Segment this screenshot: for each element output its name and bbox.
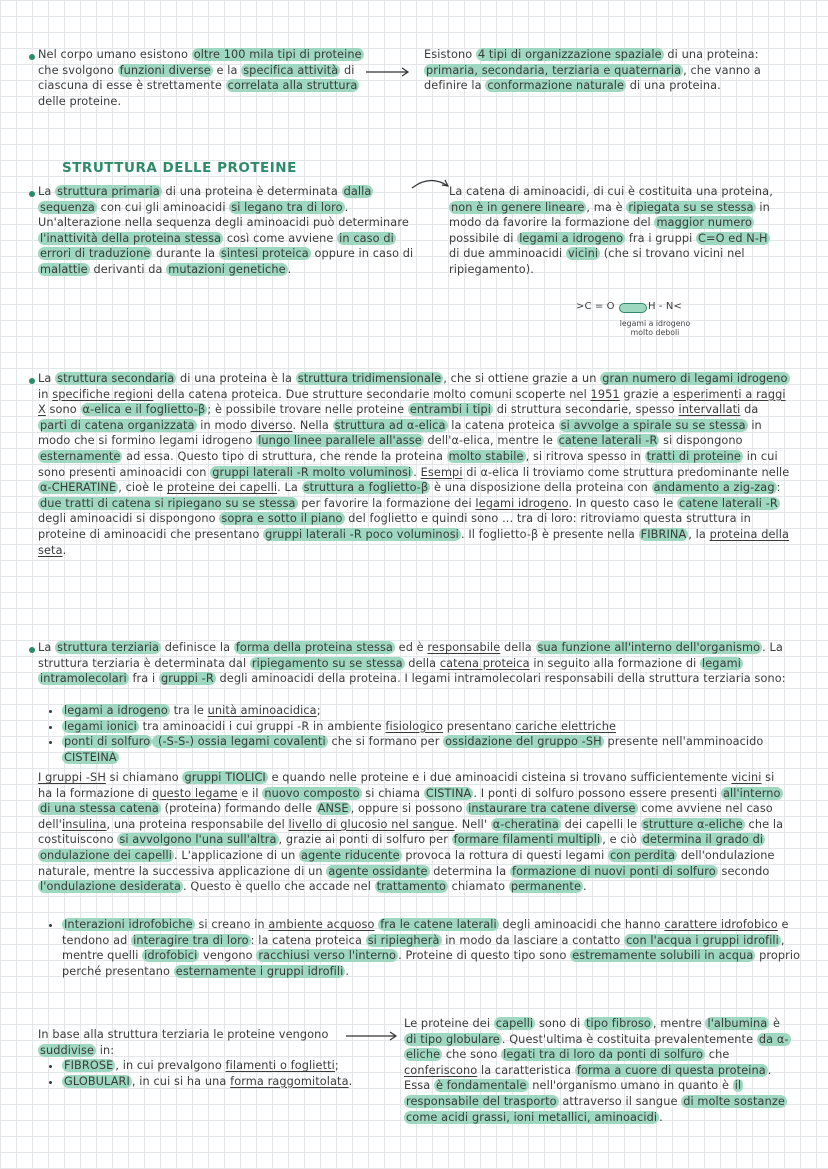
highlighted-text: racchiusi verso l'interno (258, 949, 397, 963)
text-segment: sono di (535, 1017, 585, 1030)
text-segment: . (583, 880, 587, 894)
text-segment: . I ponti di solfuro possono essere presenti (473, 786, 721, 800)
text-segment: Nel corpo umano esistono (38, 48, 192, 61)
highlighted-text: α-cheratina (492, 817, 559, 831)
text-segment: di una proteina: (663, 48, 759, 61)
highlighted-text: maggior numero (656, 216, 752, 230)
diagram-label: legami a idrogeno molto deboli (619, 319, 691, 337)
highlighted-text: gran numero di legami idrogeno (602, 372, 788, 385)
highlighted-text: vicini (568, 247, 599, 261)
text-segment: presentano (443, 719, 516, 733)
highlighted-text: catene laterali -R (679, 496, 778, 510)
highlighted-text: agente ossidante (328, 864, 428, 878)
text-segment: ; (334, 1059, 339, 1072)
highlighted-text: forma della proteina stessa (235, 641, 393, 654)
text-segment: di una proteina è la (176, 372, 296, 385)
highlighted-text: Interazioni idrofobiche (64, 918, 193, 931)
bullet-dot (29, 647, 35, 653)
list-item (62, 703, 814, 719)
text-segment: fra i (128, 672, 159, 686)
text-segment: . In questo caso le (568, 496, 678, 510)
underlined-text: unità aminoacidica (207, 704, 317, 717)
highlighted-text: legami intramolecolari (40, 656, 741, 686)
text-segment: ; è possibile trovare nelle proteine (207, 403, 408, 417)
text-segment: possibile di (449, 231, 518, 245)
text-segment: . La struttura terziaria è determinata dal (38, 641, 783, 670)
highlighted-text: in caso di errori di traduzione (40, 231, 394, 261)
highlighted-text: FIBRINA (640, 527, 687, 541)
terziaria-paragraph (38, 640, 790, 687)
highlighted-text: con perdita (610, 848, 676, 862)
idrofobiche-list (38, 917, 814, 979)
primaria-paragraph (38, 184, 426, 278)
text-segment: così come avviene (223, 231, 338, 245)
text-segment: di una proteina è determinata (161, 185, 342, 198)
highlighted-text: andamento a zig-zag (653, 481, 775, 495)
bullet-dot (29, 191, 35, 197)
text-segment: secondo (717, 864, 770, 878)
text-segment: di struttura secondarie, spesso (493, 403, 679, 417)
text-segment: la caratteristica (477, 1063, 575, 1077)
highlighted-text: all'interno di una stessa catena (40, 786, 781, 816)
list-item (62, 1058, 362, 1074)
text-segment: . (287, 262, 292, 276)
text-segment: si chiamano (105, 771, 183, 784)
highlighted-text: si avvolgono l'una sull'altra (119, 833, 277, 847)
text-segment: , mentre quelli (62, 933, 785, 963)
text-segment: e il (237, 786, 263, 800)
text-segment: . Proteine di questo tipo sono (398, 949, 571, 963)
underlined-text: carattere idrofobico (664, 918, 778, 931)
highlighted-text: (-S-S-) ossia legami covalenti (154, 735, 326, 749)
text-segment: , e ciò (602, 833, 641, 847)
underlined-text: livello di glucosio nel sangue (288, 817, 455, 831)
text-segment: la catena proteica (447, 418, 559, 432)
text-segment: : (776, 481, 781, 495)
list-item (62, 719, 814, 735)
highlighted-text: esternamente i gruppi idrofili (175, 964, 344, 978)
text-segment: , che si ottiene grazie a un (443, 372, 601, 385)
highlighted-text: fra le catene laterali (380, 918, 497, 931)
highlighted-text: tratti di proteine (646, 449, 741, 463)
highlighted-text: due tratti di catena si ripiegano su se stessa (40, 496, 296, 510)
underlined-text: esperimenti a raggi X (38, 387, 786, 417)
text-segment: degli aminoacidi si dispongono (38, 512, 220, 526)
text-segment: che la costituiscono (38, 817, 784, 847)
arrow-right-icon (346, 1030, 400, 1042)
text-segment: in modo (196, 418, 251, 432)
text-segment: si chiama (361, 786, 424, 800)
highlighted-text: esternamente (40, 449, 121, 463)
text-segment: La (38, 641, 56, 654)
text-segment: ad essa. Questo tipo di struttura, che rende la proteina (122, 449, 447, 463)
text-segment: con cui gli aminoacidi (96, 200, 230, 214)
highlighted-text: formazione di nuovi ponti di solfuro (512, 864, 716, 878)
text-segment: . Essa (404, 1063, 772, 1093)
text-segment: derivanti da (89, 262, 167, 276)
hydrogen-bond-diagram (576, 297, 706, 347)
text-segment: in seguito alla formazione di (529, 656, 701, 670)
highlighted-text: sua funzione all'interno dell'organismo (537, 641, 761, 654)
text-segment: ed è (394, 641, 428, 654)
text-segment: , in cui prevalgono (115, 1059, 226, 1072)
highlighted-text: C=O ed N-H (698, 231, 768, 245)
intro-left-paragraph (38, 47, 368, 109)
highlighted-text: formare filamenti multipli (453, 833, 601, 847)
highlighted-text: è fondamentale (435, 1079, 527, 1093)
highlighted-text: forma a cuore di questa proteina (576, 1063, 766, 1077)
text-segment: come avviene nel caso dell' (38, 802, 773, 831)
highlighted-text: gruppi laterali -R poco voluminosi (265, 527, 459, 541)
text-segment: grazie a (619, 387, 674, 401)
text-segment: La (38, 372, 56, 385)
text-segment: . Quest'ultima è costituita prevalentemente (501, 1032, 757, 1046)
section-title: STRUTTURA DELLE PROTEINE (62, 160, 297, 176)
highlighted-text: struttura tridimensionale (297, 372, 442, 385)
text-segment: in cui sono presenti aminoacidi con (38, 449, 778, 479)
highlighted-text: nuovo composto (264, 786, 360, 800)
text-segment: sono (45, 403, 81, 417)
highlighted-text: gruppi laterali -R molto voluminosi (212, 465, 412, 479)
suddivise-list (38, 1058, 362, 1089)
highlighted-text: il responsabile del trasporto (406, 1079, 742, 1108)
text-segment: da (740, 403, 759, 417)
text-segment: . (413, 465, 421, 479)
underlined-text: Esempi (420, 465, 463, 479)
highlighted-text: si avvolge a spirale su se stessa (560, 418, 746, 432)
underlined-text: specifiche regioni (52, 387, 154, 401)
highlighted-text: malattie (40, 262, 88, 276)
highlighted-text: CISTINA (425, 786, 472, 800)
text-segment: , che vanno a definire la (424, 63, 761, 93)
text-segment: . Nella (292, 418, 333, 432)
hydrogen-bond-link (619, 303, 647, 313)
text-segment: del foglietto e quindi sono ... tra di loro: ritroviamo questa struttura in proteine di aminoacidi che presentano (38, 512, 751, 541)
formula-right: H - N< (648, 301, 682, 312)
text-segment: dei capelli le (560, 817, 641, 831)
text-segment: si ha la formazione di (38, 771, 775, 800)
highlighted-text: 4 tipi di organizzazione spaziale (477, 48, 662, 61)
text-segment: dell'ondulazione naturale, mentre la successiva applicazione di un (38, 848, 775, 878)
highlighted-text: ANSE (317, 802, 349, 816)
highlighted-text: mutazioni genetiche (168, 262, 286, 276)
text-segment: , mentre (652, 1017, 706, 1030)
highlighted-text: struttura a foglietto-β (303, 481, 429, 495)
text-segment: La (38, 185, 56, 198)
text-segment: di ciascuna di esse è strettamente (38, 63, 355, 93)
highlighted-text: suddivise (40, 1043, 95, 1057)
text-segment: della (404, 656, 440, 670)
text-segment: definisce la (161, 641, 234, 654)
intro-right-paragraph (424, 47, 789, 94)
catena-paragraph (449, 184, 779, 278)
highlighted-text: da α-eliche (406, 1032, 789, 1062)
highlighted-text: CISTEINA (64, 750, 117, 764)
highlighted-text: sopra e sotto il piano (221, 512, 343, 526)
highlighted-text: correlata alla struttura (227, 79, 358, 93)
highlighted-text: con l'acqua i gruppi idrofili (626, 933, 779, 947)
highlighted-text: struttura primaria (57, 185, 160, 198)
highlighted-text: estremamente solubili in acqua (572, 949, 754, 963)
underlined-text: filamenti o foglietti (225, 1059, 335, 1072)
highlighted-text: dalla sequenza (40, 185, 372, 214)
highlighted-text: gruppi TIOLICI (184, 771, 266, 784)
text-segment: presente nell'amminoacido (603, 735, 764, 749)
text-segment: è (769, 1017, 781, 1030)
text-segment: . Nell' (454, 817, 491, 831)
text-segment: . (62, 543, 67, 557)
text-segment: si creano in (194, 918, 269, 931)
text-segment: è una disposizione della proteina con (430, 481, 652, 495)
text-segment: Esistono (424, 48, 476, 61)
underlined-text: 1951 (590, 387, 620, 401)
highlighted-text: l'inattività della proteina stessa (40, 231, 222, 245)
highlighted-text: α-elica e il foglietto-β (82, 403, 206, 417)
highlighted-text: interagire tra di loro (133, 933, 249, 947)
highlighted-text: legati tra di loro da ponti di solfuro (503, 1048, 704, 1062)
text-segment: tra aminoacidi i cui gruppi -R in ambiente (138, 719, 386, 733)
highlighted-text: oltre 100 mila tipi di proteine (193, 48, 362, 61)
text-segment: . (659, 1110, 663, 1124)
legami-list (38, 703, 814, 765)
highlighted-text: molto stabile (448, 449, 524, 463)
highlighted-text: l'albumina (707, 1017, 768, 1030)
text-segment: . Il foglietto-β è presente nella (460, 527, 639, 541)
highlighted-text: specifica attività (243, 63, 339, 77)
text-segment: . La (277, 481, 302, 495)
highlighted-text: si ripiegherà (367, 933, 440, 947)
highlighted-text: ripiegamento su se stessa (251, 656, 403, 670)
text-segment: nell'organismo umano in quanto è (528, 1079, 733, 1093)
highlighted-text: entrambi i tipi (409, 403, 491, 417)
text-segment: proprio perché presentano (62, 949, 801, 978)
highlighted-text: primaria, secondaria, terziaria e quaternaria (426, 63, 682, 77)
text-segment: , grazie ai ponti di solfuro per (278, 833, 452, 847)
text-segment: . (348, 1074, 353, 1088)
highlighted-text: agente riducente (301, 848, 400, 862)
text-segment: della (500, 641, 536, 654)
text-segment: (proteina) formando delle (160, 802, 316, 816)
underlined-text: vicini (731, 771, 762, 784)
underlined-text: I gruppi -SH (38, 771, 106, 784)
highlighted-text: sintesi proteica (220, 247, 309, 261)
text-segment: in modo da lasciare a contatto (441, 933, 625, 947)
highlighted-text: trattamento (376, 880, 446, 894)
highlighted-text: di tipo globulare (406, 1032, 500, 1046)
highlighted-text: funzioni diverse (119, 63, 211, 77)
text-segment: in modo che si formino legami idrogeno (38, 418, 762, 448)
text-segment: (che si trovano vicini nel ripiegamento). (449, 247, 745, 276)
highlighted-text: lungo linee parallele all'asse (258, 434, 422, 448)
text-segment: : la catena proteica (250, 933, 366, 947)
text-segment: si dispongono (659, 434, 743, 448)
text-segment: vengono (199, 949, 257, 963)
text-segment: ; (316, 704, 321, 717)
text-segment: degli aminoacidi che hanno (498, 918, 665, 931)
highlighted-text: ossidazione del gruppo -SH (445, 735, 602, 749)
highlighted-text: legami a idrogeno (519, 231, 624, 245)
highlighted-text: parti di catena organizzata (40, 418, 195, 432)
text-segment: , cioè le (118, 481, 167, 495)
highlighted-text: legami a idrogeno (64, 704, 168, 717)
underlined-text: conferiscono (404, 1063, 478, 1077)
text-segment: della catena proteica. Due strutture secondarie molto comuni scoperte nel (153, 387, 591, 401)
text-segment: , in cui si ha una (131, 1074, 231, 1088)
text-segment: oppure in caso di (310, 247, 414, 261)
text-segment: dell'α-elica, mentre le (423, 434, 557, 448)
highlighted-text: FIBROSE (64, 1059, 114, 1072)
text-segment: di due amminoacidi (449, 247, 566, 261)
text-segment: Le proteine dei (404, 1017, 494, 1030)
text-segment: attraverso il sangue (558, 1094, 682, 1108)
highlighted-text: conformazione naturale (487, 79, 625, 93)
highlighted-text: struttura terziaria (57, 641, 160, 654)
text-segment: e tendono ad (62, 918, 789, 947)
text-segment: che svolgono (38, 63, 118, 77)
text-segment: determina la (429, 864, 510, 878)
underlined-text: insulina (62, 817, 107, 831)
tiolici-paragraph (38, 770, 790, 895)
text-segment: per favorire la formazione dei (297, 496, 476, 510)
text-segment: di α-elica li troviamo come struttura predominante nelle (462, 465, 790, 479)
highlighted-text: ripiegata su se stessa (628, 200, 754, 214)
text-segment: In base alla struttura terziaria le proteine vengono (38, 1028, 329, 1041)
text-segment: fra i gruppi (625, 231, 697, 245)
list-item (62, 1074, 362, 1090)
text-segment: e la (212, 63, 242, 77)
highlighted-text: di molte sostanze come acidi grassi, ioni metallici, aminoacidi (406, 1094, 785, 1124)
text-segment: , si ritrova spesso in (525, 449, 645, 463)
highlighted-text: ponti di solfuro (64, 735, 151, 749)
highlighted-text: α-CHERATINE (40, 481, 117, 495)
highlighted-text: struttura ad α-elica (334, 418, 446, 432)
highlighted-text: l'ondulazione desiderata (40, 880, 181, 894)
text-segment: che si formano per (327, 735, 444, 749)
highlighted-text: struttura secondaria (57, 372, 175, 385)
highlighted-text: si legano tra di loro (231, 200, 343, 214)
highlighted-text: idrofobici (144, 949, 198, 963)
underlined-text: catena proteica (439, 656, 530, 670)
bullet-dot (29, 54, 35, 60)
highlighted-text: capelli (495, 1017, 534, 1030)
highlighted-text: tipo fibroso (586, 1017, 651, 1030)
text-segment: di una proteina. (626, 79, 721, 93)
secondaria-paragraph (38, 371, 790, 558)
text-segment: . (345, 964, 350, 978)
underlined-text: forma raggomitolata (230, 1074, 349, 1088)
text-segment: , la (688, 527, 710, 541)
underlined-text: proteina della seta (38, 527, 790, 557)
underlined-text: questo legame (152, 786, 238, 800)
underlined-text: responsabile (427, 641, 501, 654)
text-segment: La catena di aminoacidi, di cui è costituita una proteina, (449, 185, 773, 198)
text-segment: degli aminoacidi della proteina. I legami intramolecolari responsabili della struttura terziaria sono: (215, 672, 786, 686)
text-segment: in (38, 387, 53, 401)
underlined-text: proteine dei capelli (166, 481, 278, 495)
text-segment: provoca la rottura di questi legami (401, 848, 608, 862)
highlighted-text: legami ionici (64, 719, 137, 733)
highlighted-text: permanente (510, 880, 582, 894)
text-segment: durante la (152, 247, 219, 261)
text-segment: , oppure si possono (350, 802, 467, 816)
curved-arrow-icon (410, 174, 452, 194)
underlined-text: fisiologico (385, 719, 444, 733)
text-segment: che sono (442, 1048, 502, 1062)
text-segment: in: (96, 1043, 115, 1057)
text-segment: e quando nelle proteine e i due aminoacidi cisteina si trovano sufficientemente (267, 771, 732, 784)
bullet-dot (29, 378, 35, 384)
list-item (62, 917, 814, 979)
text-segment: , ma è (586, 200, 627, 214)
text-segment: . Un'alterazione nella sequenza degli aminoacidi può determinare (38, 200, 409, 230)
text-segment: , una proteina responsabile del (106, 817, 289, 831)
capelli-paragraph (404, 1016, 789, 1125)
highlighted-text: non è in genere lineare (451, 200, 585, 214)
text-segment: tra le (169, 704, 208, 717)
text-segment: chiamato (447, 880, 509, 894)
text-segment: . Questo è quello che accade nel (182, 880, 375, 894)
text-segment: in modo da favorire la formazione del (449, 200, 770, 230)
formula-left: >C = O (576, 301, 615, 312)
highlighted-text: GLOBULARI (64, 1074, 130, 1088)
underlined-text: ambiente acquoso (268, 918, 375, 931)
text-segment: delle proteine. (38, 94, 122, 108)
highlighted-text: determina il grado di ondulazione dei capelli (40, 833, 764, 862)
arrow-right-icon (366, 66, 412, 78)
underlined-text: cariche elettriche (515, 719, 617, 733)
suddivise-paragraph (38, 1027, 348, 1058)
highlighted-text: gruppi -R (160, 672, 214, 686)
text-segment: che (705, 1048, 730, 1062)
list-item (62, 734, 814, 765)
highlighted-text: strutture α-eliche (642, 817, 743, 831)
underlined-text: intervallati (678, 403, 741, 417)
highlighted-text: instaurare tra catene diverse (468, 802, 636, 816)
highlighted-text: catene laterali -R (558, 434, 658, 448)
underlined-text: diverso (250, 418, 293, 432)
text-segment: . L'applicazione di un (173, 848, 300, 862)
underlined-text: legami idrogeno (475, 496, 569, 510)
